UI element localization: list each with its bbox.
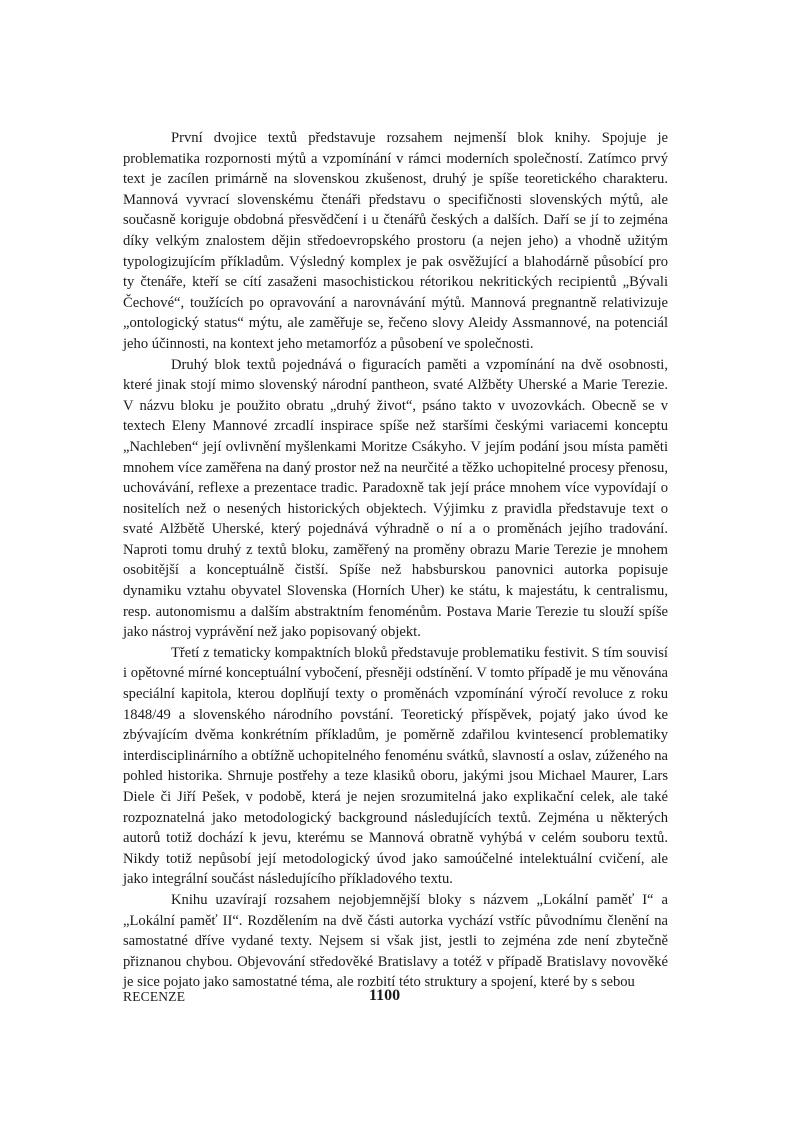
section-label: RECENZE	[123, 989, 186, 1004]
page-number: 1100	[369, 987, 401, 1004]
paragraph-3: Třetí z tematicky kompaktních bloků představuje problematiku festivit. S tím souvisí i opětovné mírné konceptuální vybočení, přesněji odstínění. V tomto případě je mu věnována speciální kapitola, kterou doplňují texty o proměnách vzpomínání výročí revoluce z roku 1848/49 a slovenského národního povstání. Teoretický příspěvek, pojatý jako úvod ke zbývajícím dvěma konkrétním příkladům, je poměrně zdařilou kvintesencí problematiky interdisciplinárního a obtížně uchopitelného fenoménu svátků, slavností a oslav, zúženého na pohled historika. Shrnuje postřehy a teze klasiků oboru, jakými jsou Michael Maurer, Lars Diele či Jiří Pešek, v podobě, která je nejen srozumitelná jako explikační celek, ale také rozpoznatelná jako metodologický background následujících textů. Zejména u některých autorů totiž dochází k jevu, kterému se Mannová obratně vyhýbá v celém souboru textů. Nikdy totiž nepůsobí její metodologický úvod jako samoúčelné intelektuální cvičení, ale jako integrální součást následujícího příkladového textu.	[123, 644, 668, 888]
paragraph-2: Druhý blok textů pojednává o figuracích paměti a vzpomínání na dvě osobnosti, které jinak stojí mimo slovenský národní pantheon, svaté Alžběty Uherské a Marie Terezie. V názvu bloku je použito obratu „druhý život“, psáno takto v uvozovkách. Obecně se v textech Eleny Mannové zrcadlí inspirace spíše než staršími českými variacemi konceptu „Nachleben“ její ovlivnění myšlenkami Moritze Csákyho. V jejím podání jsou místa paměti mnohem více zaměřena na daný prostor než na neurčité a těžko uchopitelné procesy přenosu, uchovávání, reflexe a prezentace tradic. Paradoxně tak její práce mnohem více vypovídají o nositelích než o nesených historických objektech. Výjimku z pravidla představuje text o svaté Alžbětě Uherské, který pojednává výhradně o ní a o proměnách jejího tradování. Naproti tomu druhý z textů bloku, zaměřený na proměny obrazu Marie Terezie je mnohem osobitější a konceptuálně čistší. Spíše než habsburskou panovnici autorka popisuje dynamiku vztahu obyvatel Slovenska (Horních Uher) ke státu, k majestátu, k centralismu, resp. autonomismu a dalším abstraktním fenoménům. Postava Marie Terezie tu slouží spíše jako nástroj vyprávění než jako popisovaný objekt.	[123, 356, 668, 641]
paragraph-1: První dvojice textů představuje rozsahem nejmenší blok knihy. Spojuje je problematika rozpornosti mýtů a vzpomínání v rámci moderních společností. Zatímco prvý text je zacílen primárně na slovenskou zkušenost, druhý je spíše teoretického charakteru. Mannová vyvrací slovenskému čtenáři představu o specifičnosti slovenských mýtů, ale současně koriguje obdobná přesvědčení i u čtenářů českých a dalších. Daří se jí to zejména díky velkým znalostem dějin středoevropského prostoru (a nejen jeho) a vhodně užitým typologizujícím příkladům. Výsledný komplex je pak osvěžující a blahodárně působící pro ty čtenáře, kteří se cítí zasaženi masochistickou rétorikou nekritických recipientů „Bývali Čechové“, toužících po opravování a narovnávání mýtů. Mannová pregnantně relativizuje „ontologický status“ mýtu, ale zaměřuje se, řečeno slovy Aleidy Assmannové, na potenciál jeho účinnosti, na kontext jeho metamorfóz a působení ve společnosti.	[123, 130, 668, 352]
article-body	[123, 128, 668, 993]
paragraph-4: Knihu uzavírají rozsahem nejobjemnější bloky s názvem „Lokální paměť I“ a „Lokální paměť II“. Rozdělením na dvě části autorka vychází vstříc původnímu členění na samostatné dříve vydané texty. Nejsem si však jist, jestli to zejména zde není zbytečně přiznanou chybou. Objevování středověké Bratislavy a totéž v případě Bratislavy novověké je sice pojato jako samostatné téma, ale rozbití této struktury a spojení, které by s sebou	[123, 891, 668, 991]
